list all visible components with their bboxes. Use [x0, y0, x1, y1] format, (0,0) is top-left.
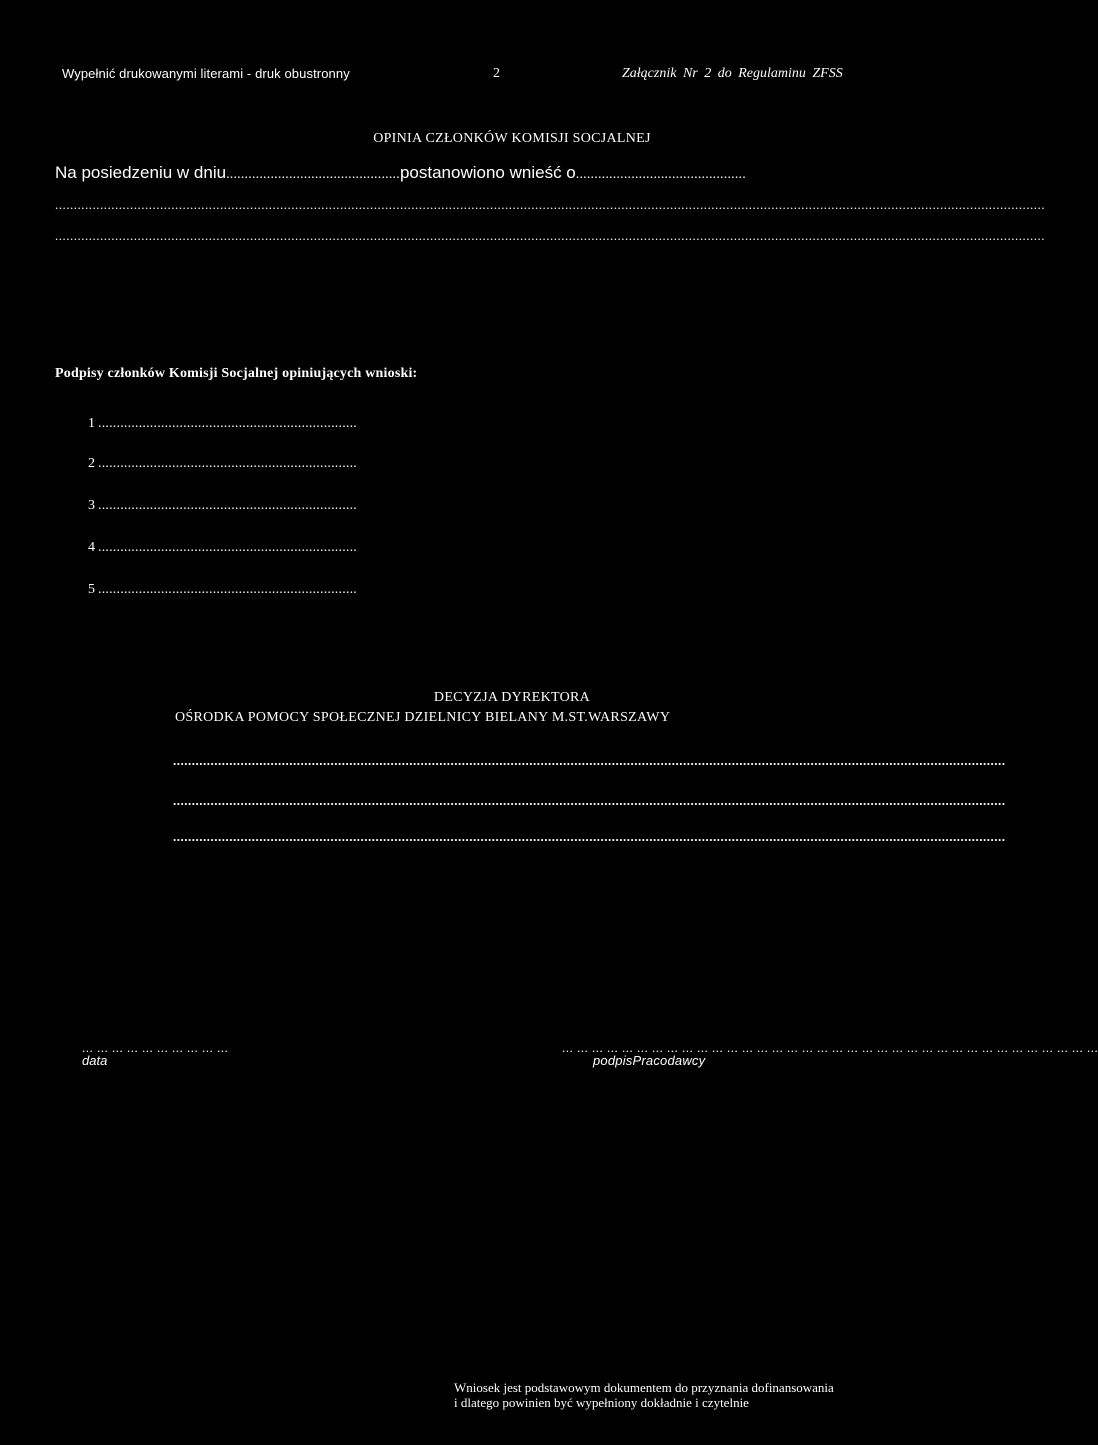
signature-line-3[interactable] — [88, 498, 357, 514]
signature-number: 2 — [88, 456, 95, 471]
signature-number: 5 — [88, 582, 95, 597]
signature-dots: ...................................................................... — [98, 582, 357, 597]
signatures-heading: Podpisy członków Komisji Socjalnej opiniujących wnioski: — [55, 366, 418, 381]
attachment-label: Załącznik Nr 2 do Regulaminu ZFSS — [622, 66, 843, 81]
signature-number: 4 — [88, 540, 95, 555]
footer-line-2: i dlatego powinien być wypełniony dokładnie i czytelnie — [454, 1395, 749, 1410]
form-instruction: Wypełnić drukowanymi literami - druk obustronny — [62, 66, 350, 81]
date-field[interactable]: ... ... ... ... ... ... ... ... ... ... — [82, 1040, 229, 1055]
meeting-line — [55, 163, 746, 183]
signature-line-4[interactable] — [88, 540, 357, 556]
decision-dot-line-2[interactable]: .............................................................................................................................................................................................................................. — [173, 793, 1006, 808]
opinion-dot-line-2[interactable]: ........................................................................................................................................................................................................................................................................ — [55, 228, 1045, 243]
employer-signature-field[interactable]: ... ... ... ... ... ... ... ... ... ... ... ... ... ... ... ... ... ... ... ... ... ... ... ... ... ... ... ... ... ... ... ... ... ... ... ... — [562, 1040, 1098, 1055]
opinion-dot-line-1[interactable]: ........................................................................................................................................................................................................................................................................ — [55, 197, 1045, 212]
signature-line-1[interactable] — [88, 416, 357, 432]
decision-title: DECYZJA DYREKTORA — [433, 690, 591, 705]
signature-dots: ...................................................................... — [98, 498, 357, 513]
signature-number: 3 — [88, 498, 95, 513]
opinion-section-title: OPINIA CZŁONKÓW KOMISJI SOCJALNEJ — [373, 131, 651, 146]
meeting-middle: postanowiono wnieść o — [399, 163, 576, 182]
footer-note — [454, 1380, 834, 1410]
signature-number: 1 — [88, 416, 95, 431]
signature-line-5[interactable] — [88, 582, 357, 598]
date-label: data — [82, 1053, 108, 1068]
page-number: 2 — [493, 66, 500, 81]
meeting-date-field[interactable]: ............................................... — [226, 167, 400, 182]
signature-dots: ...................................................................... — [98, 540, 357, 555]
request-field[interactable]: .............................................. — [575, 167, 746, 182]
meeting-prefix: Na posiedzeniu w dniu — [55, 163, 227, 182]
employer-signature-label: podpisPracodawcy — [593, 1053, 706, 1068]
decision-subtitle: OŚRODKA POMOCY SPOŁECZNEJ DZIELNICY BIELANY M.ST.WARSZAWY — [175, 710, 671, 725]
decision-dot-line-3[interactable]: .............................................................................................................................................................................................................................. — [173, 829, 1006, 844]
signature-dots: ...................................................................... — [98, 416, 357, 431]
footer-line-1: Wniosek jest podstawowym dokumentem do przyznania dofinansowania — [454, 1380, 834, 1395]
signature-line-2[interactable] — [88, 456, 357, 472]
decision-dot-line-1[interactable]: .............................................................................................................................................................................................................................. — [173, 753, 1006, 768]
signature-dots: ...................................................................... — [98, 456, 357, 471]
